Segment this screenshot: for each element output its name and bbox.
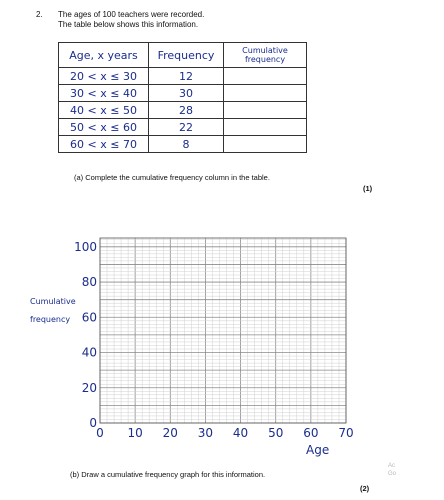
frequency-cell: 22 xyxy=(149,119,224,136)
x-tick-label: 10 xyxy=(127,426,143,440)
question-intro-line-1: The ages of 100 teachers were recorded. xyxy=(58,10,205,19)
part-b-instruction: (b) Draw a cumulative frequency graph for this information. xyxy=(70,470,266,479)
x-tick-label: 30 xyxy=(197,426,214,440)
part-a-marks: (1) xyxy=(363,184,373,193)
graph-tick-labels xyxy=(74,240,354,440)
header-cumulative-frequency: Cumulative frequency xyxy=(224,43,307,68)
question-number: 2. xyxy=(36,10,43,19)
x-tick-label: 0 xyxy=(96,426,104,440)
y-tick-label: 0 xyxy=(89,416,97,430)
part-b-marks: (2) xyxy=(360,484,370,493)
x-tick-label: 60 xyxy=(303,426,319,440)
frequency-cell: 28 xyxy=(149,102,224,119)
graph-grid xyxy=(100,238,346,423)
frequency-cell: 30 xyxy=(149,85,224,102)
x-tick-label: 50 xyxy=(268,426,284,440)
x-tick-label: 40 xyxy=(232,426,249,440)
x-axis-label: Age xyxy=(306,443,330,457)
age-range-cell: 60 < x ≤ 70 xyxy=(59,136,149,153)
x-tick-label: 70 xyxy=(338,426,354,440)
y-axis-label-line-2: frequency xyxy=(30,315,71,324)
age-range-cell: 20 < x ≤ 30 xyxy=(59,68,149,85)
question-intro-line-2: The table below shows this information. xyxy=(58,20,199,29)
y-tick-label: 40 xyxy=(81,345,97,360)
header-age: Age, x years xyxy=(59,43,149,68)
header-frequency: Frequency xyxy=(149,43,224,68)
age-range-cell: 30 < x ≤ 40 xyxy=(59,85,149,102)
frequency-cell: 12 xyxy=(149,68,224,85)
y-tick-label: 80 xyxy=(81,275,97,290)
age-range-cell: 40 < x ≤ 50 xyxy=(59,102,149,119)
x-tick-label: 20 xyxy=(162,426,178,440)
watermark-line-2: Go xyxy=(388,471,397,477)
watermark-line-1: Ac xyxy=(388,463,396,469)
y-axis-label-line-1: Cumulative xyxy=(30,297,76,306)
y-tick-label: 60 xyxy=(81,310,97,325)
watermark-text xyxy=(388,462,396,478)
y-tick-label: 100 xyxy=(74,239,97,254)
frequency-cell: 8 xyxy=(149,136,224,153)
age-range-cell: 50 < x ≤ 60 xyxy=(59,119,149,136)
y-tick-label: 20 xyxy=(81,380,97,395)
grid-frame xyxy=(100,238,346,423)
part-a-instruction: (a) Complete the cumulative frequency column in the table. xyxy=(74,173,270,182)
